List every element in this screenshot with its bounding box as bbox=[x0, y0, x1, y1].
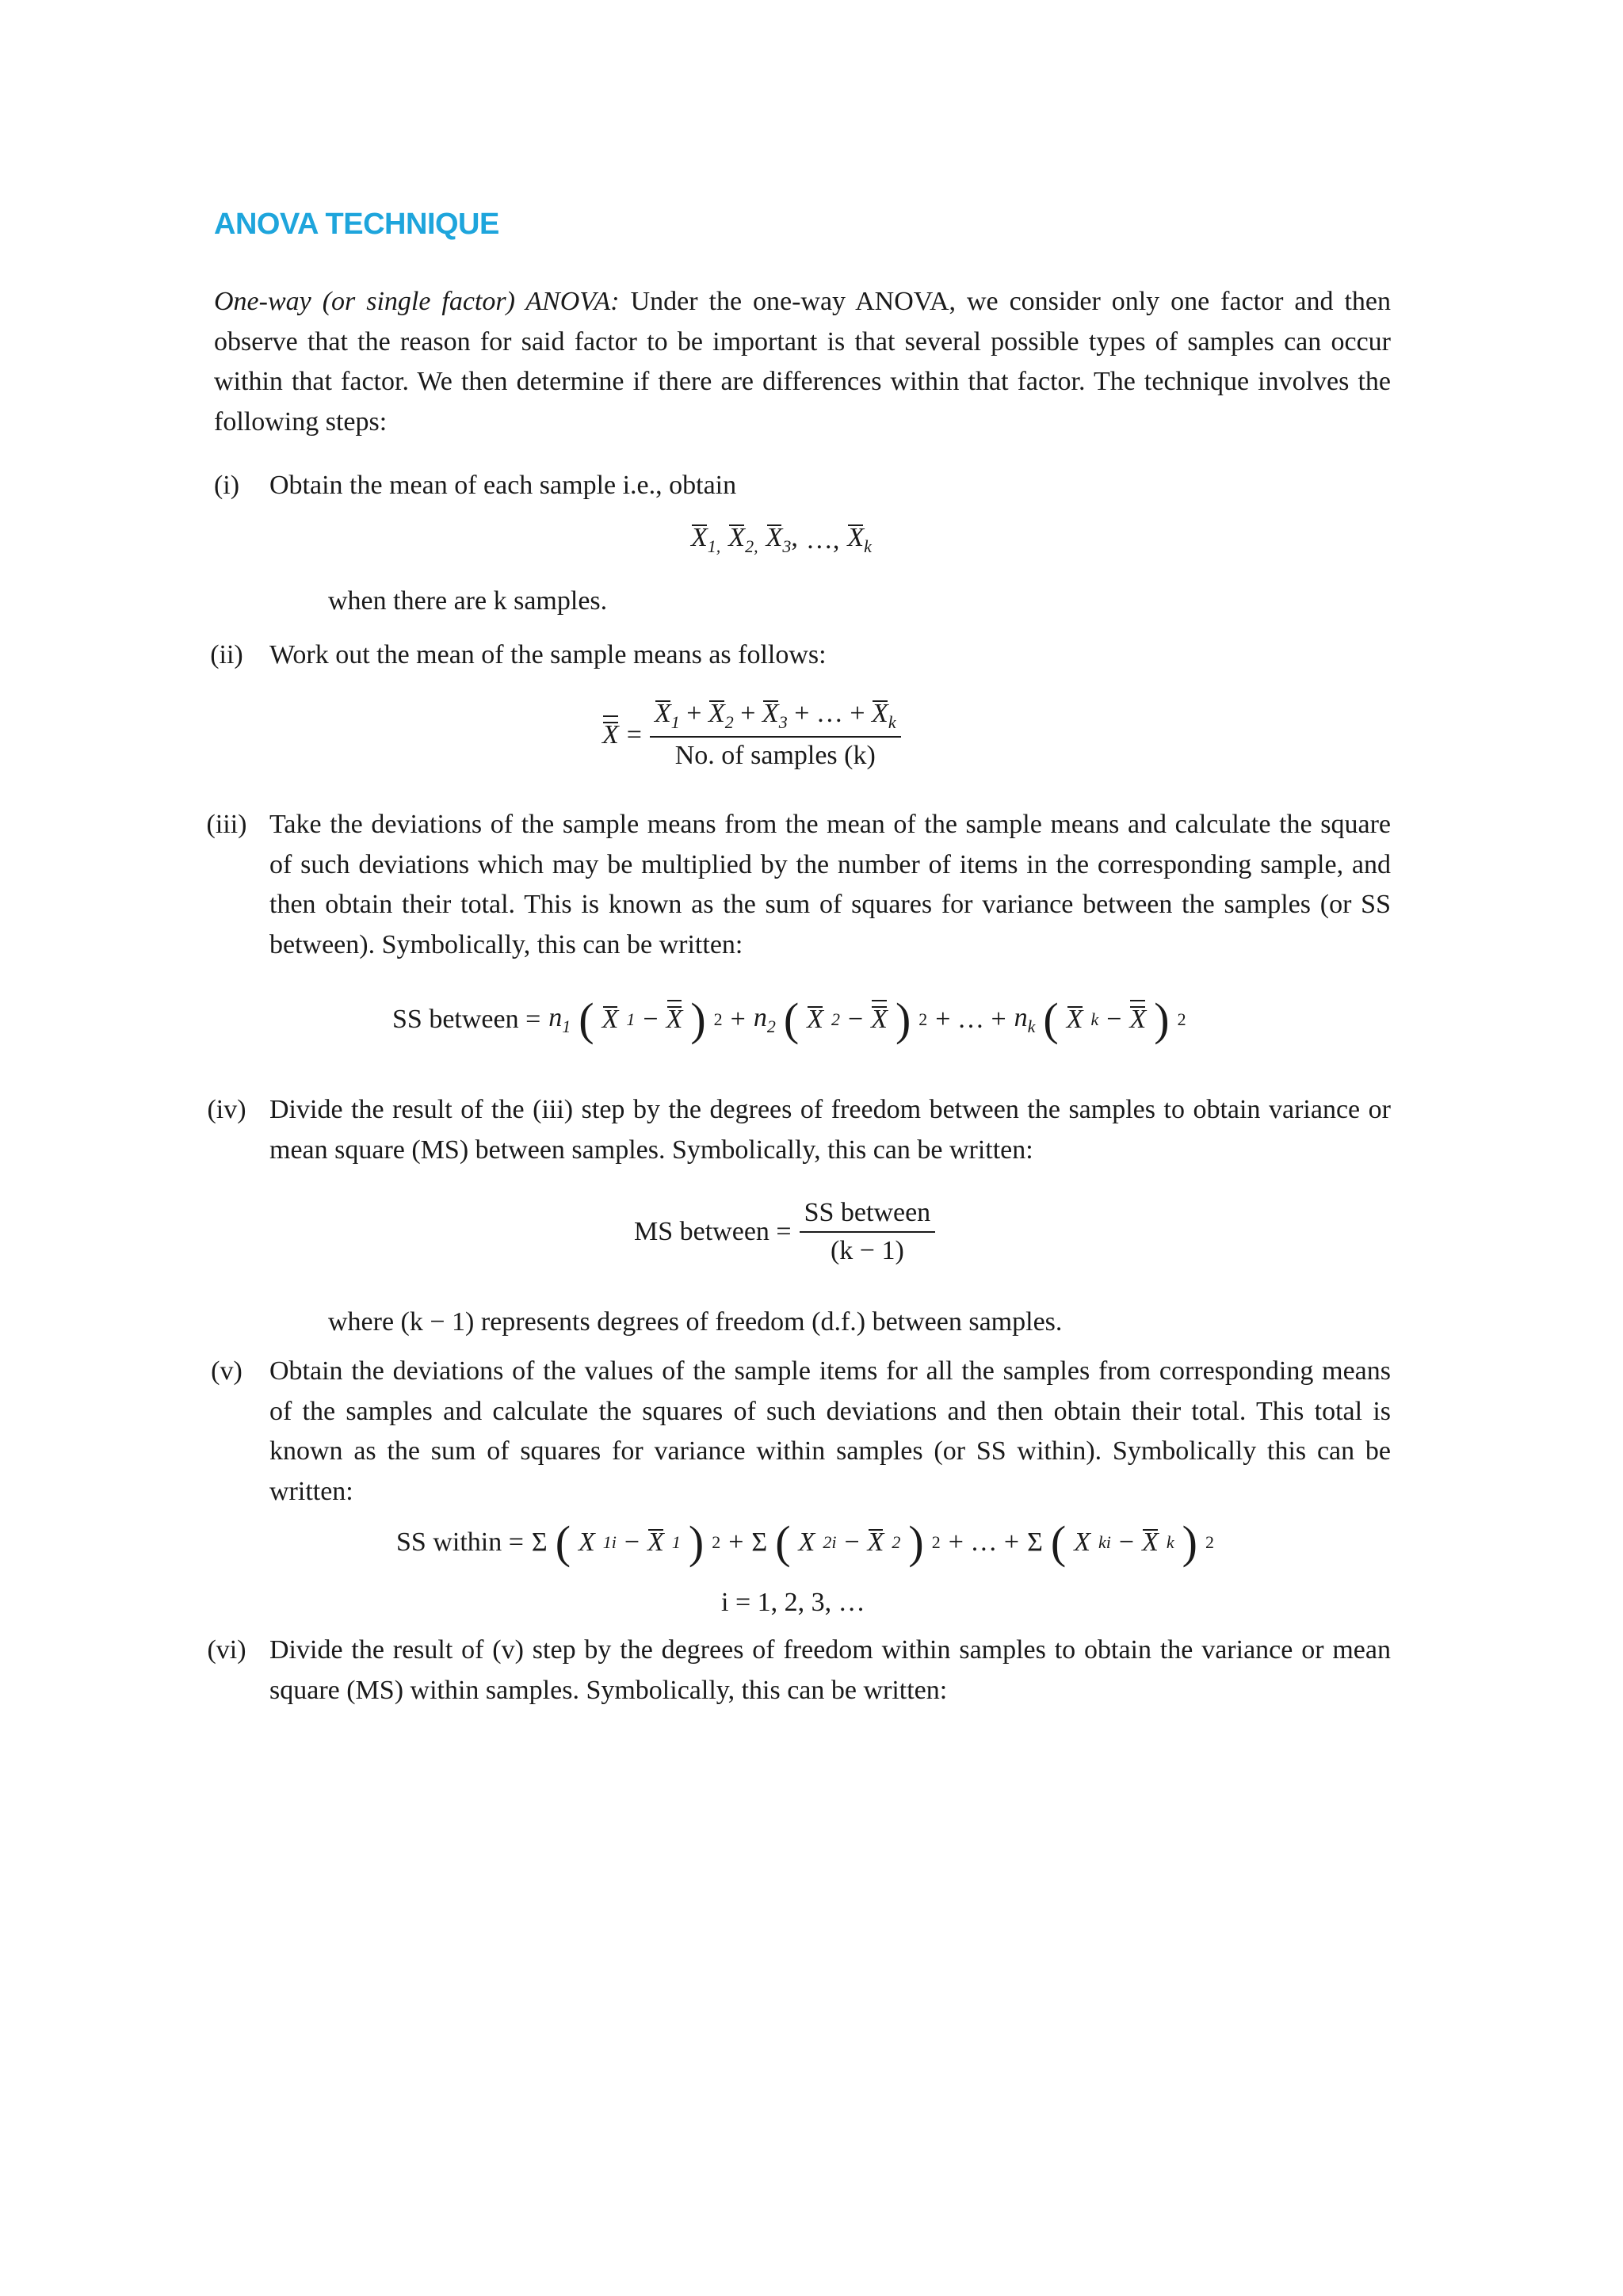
ss-within-label: SS within = bbox=[396, 1527, 524, 1557]
step-number: (vi) bbox=[207, 1635, 246, 1665]
step-number: (iv) bbox=[207, 1095, 246, 1124]
step-number: (ii) bbox=[210, 640, 243, 669]
ms-denominator: (k − 1) bbox=[830, 1236, 904, 1265]
section-heading: ANOVA TECHNIQUE bbox=[214, 208, 499, 241]
step-number: (iii) bbox=[206, 810, 247, 839]
index-line: i = 1, 2, 3, … bbox=[721, 1588, 865, 1617]
ss-between-label: SS between = bbox=[392, 1005, 541, 1034]
ms-between-fraction bbox=[800, 1198, 936, 1266]
step-4 bbox=[207, 1090, 1391, 1170]
grand-mean-fraction: $\frac{X_1 + X_2 + X_3 + \dots + X_k}{\text{No. of samples (k)}}$ bbox=[650, 699, 901, 771]
step-text: Divide the result of (v) step by the degrees of freedom within samples to obtain the variance or mean square (MS) within samples. Symbolically, this can be written: bbox=[269, 1635, 1391, 1705]
step-text: Obtain the mean of each sample i.e., obtain bbox=[269, 471, 737, 500]
intro-text: Under the one-way ANOVA, we consider only one factor and then observe that the reason for said factor to be important is that several possible types of samples can occur within that factor. We then determine if there are differences within that factor. The technique involves the following steps: bbox=[214, 287, 1391, 437]
ms-numerator: SS between bbox=[800, 1198, 936, 1233]
step-5 bbox=[211, 1352, 1391, 1512]
step-2 bbox=[210, 635, 1391, 676]
grand-mean-equation: X = $\frac{X_1 + X_2 + X_3 + \dots + X_k}{\text{No. of samples (k)}}$ bbox=[602, 699, 901, 771]
step-text: Take the deviations of the sample means from the mean of the sample means and calculate the square of such deviations which may be multiplied by the number of items in the corresponding sample, and then obtain their total. This is known as the sum of squares for variance between the samples (or SS between). Symbolically, this can be written: bbox=[269, 810, 1391, 959]
step-number: (i) bbox=[213, 471, 240, 500]
step-text: Divide the result of the (iii) step by the degrees of freedom between the samples to obtain variance or mean square (MS) between samples. Symbolically, this can be written: bbox=[269, 1095, 1391, 1165]
ss-within-equation: SS within = Σ ( X 1i − X 1 ) 2 + Σ ( X 2i − X 2 ) 2 + … + Σ ( X ki − X k ) 2 bbox=[396, 1516, 1214, 1568]
ms-between-label: MS between = bbox=[634, 1217, 792, 1246]
intro-lead: One-way (or single factor) ANOVA: bbox=[214, 287, 620, 316]
grand-mean-denominator: No. of samples (k) bbox=[674, 741, 876, 770]
intro-paragraph bbox=[214, 282, 1391, 442]
step-1-after: when there are k samples. bbox=[328, 586, 608, 616]
ss-between-equation: SS between = $n_1$ ( X 1 − X ) 2 + $n_2$ ( X 2 − X ) 2 + … + $n_k$ ( X k − X ) 2 bbox=[392, 994, 1186, 1045]
step-3 bbox=[206, 805, 1391, 965]
step-text: Work out the mean of the sample means as follows: bbox=[269, 640, 827, 669]
ms-between-equation bbox=[634, 1198, 935, 1266]
sample-means-list: $X_{1,}$ $X_{2,}$ $X_3$, …, $X_k$ bbox=[691, 523, 872, 556]
step-text: Obtain the deviations of the values of the sample items for all the samples from corresponding means of the samples and calculate the squares of such deviations and then obtain their total. This total is known as the sum of squares for variance within samples (or SS within). Symbolically this can be written: bbox=[269, 1356, 1391, 1506]
step-4-after: where (k − 1) represents degrees of freedom (d.f.) between samples. bbox=[328, 1307, 1063, 1337]
step-6 bbox=[207, 1630, 1391, 1711]
grand-mean-symbol: X bbox=[602, 719, 619, 749]
step-number: (v) bbox=[211, 1356, 242, 1386]
step-1 bbox=[213, 466, 1391, 506]
